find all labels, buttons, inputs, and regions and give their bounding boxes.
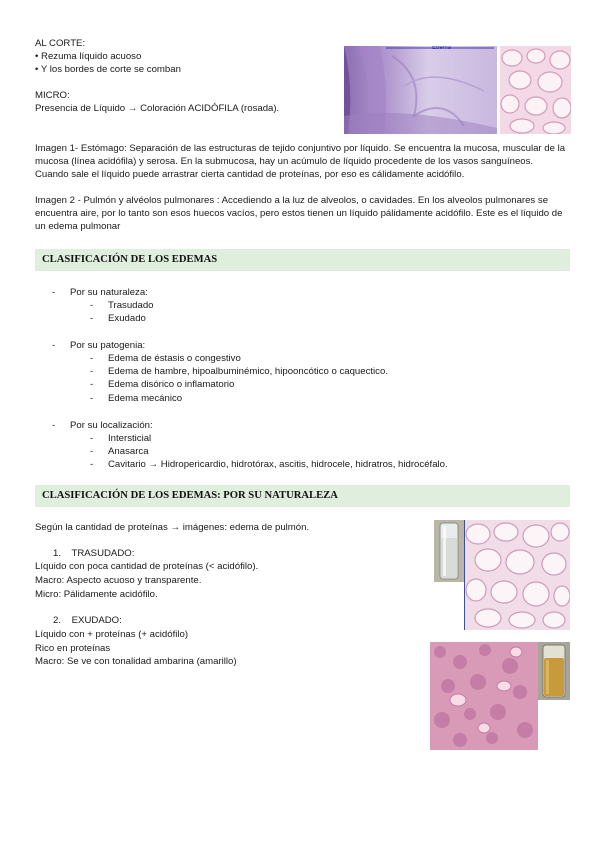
intro-text: Según la cantidad de proteínas → imágenes: edema de pulmón.	[35, 522, 310, 533]
lung-histology-image	[500, 46, 571, 134]
exudado-title: 2. EXUDADO:	[53, 615, 122, 626]
trasudado-line-1: Líquido con poca cantidad de proteínas (< acidófilo).	[35, 561, 259, 572]
trasudado-lung-histology-image	[464, 520, 570, 630]
trasudado-line-3: Micro: Pálidamente acidófilo.	[35, 589, 158, 600]
transparent-fluid-tube-image	[434, 520, 464, 582]
section-heading-clasificacion: CLASIFICACIÓN DE LOS EDEMAS	[35, 249, 570, 271]
exudado-line-2: Rico en proteínas	[35, 643, 111, 654]
corte-bullet-1: • Rezuma líquido acuoso	[35, 51, 142, 62]
edema-label: Edema	[432, 46, 452, 51]
exudado-lung-histology-image	[430, 642, 538, 750]
micro-text: Presencia de Líquido → Coloración ACIDÓFILA (rosada).	[35, 103, 280, 114]
amber-fluid-tube-image	[538, 642, 570, 700]
stomach-histology-image	[344, 46, 497, 134]
group-label: Por su patogenia:	[70, 340, 146, 351]
exudado-line-3: Macro: Se ve con tonalidad ambarina (amarillo)	[35, 656, 237, 667]
group-label: Por su naturaleza:	[70, 287, 148, 298]
section-heading-naturaleza: CLASIFICACIÓN DE LOS EDEMAS: POR SU NATURALEZA	[35, 485, 570, 507]
trasudado-title: 1. TRASUDADO:	[53, 548, 135, 559]
group-label: Por su localización:	[70, 420, 153, 431]
exudado-line-1: Líquido con + proteínas (+ acidófilo)	[35, 629, 189, 640]
corte-title: AL CORTE:	[35, 38, 86, 49]
corte-bullet-2: • Y los bordes de corte se comban	[35, 64, 181, 75]
micro-title: MICRO:	[35, 90, 70, 101]
imagen2-paragraph: Imagen 2 - Pulmón y alvéolos pulmonares : Accediendo a la luz de alveolos, o cavidades. En los alveolos pulmonares se encuentra aire, por lo tanto son esos huecos vacíos, pero estos tienen un líquido pálidamente acidófilo. Este es el líquido de un edema pulmonar	[35, 195, 563, 232]
imagen1-paragraph: Imagen 1- Estómago: Separación de las estructuras de tejido conjuntivo por líquido. Se encuentra la mucosa, muscular de la mucosa (línea acidófila) y serosa. En la submucosa, hay un acúmulo de líquido procedente de los vasos sanguíneos. Cuando sale el líquido puede arrastrar cierta cantidad de proteínas, por eso es cálidamente acidófilo.	[35, 143, 566, 180]
trasudado-line-2: Macro: Aspecto acuoso y transparente.	[35, 575, 202, 586]
